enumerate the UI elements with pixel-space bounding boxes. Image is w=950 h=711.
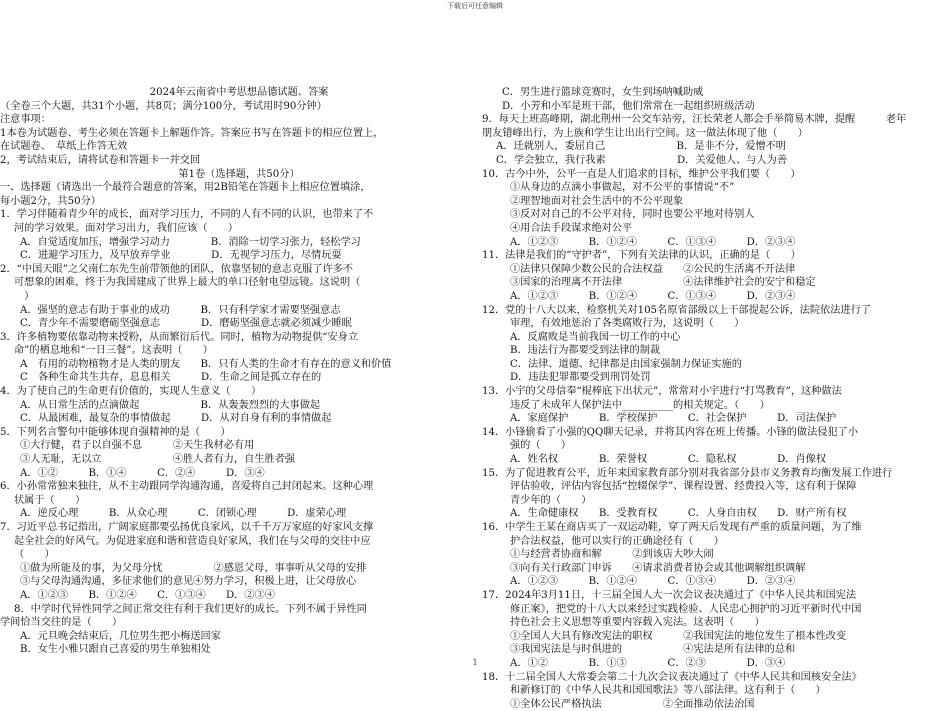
text-line: 1本卷为试题卷、考生必须在答题卡上解题作答。答案应书写在答题卡的相应位置上， bbox=[0, 127, 384, 139]
left-column bbox=[0, 86, 478, 657]
text-line: ①全国人大具有修改宪法的职权 ②我国宪法的地位发生了根本性改变 bbox=[510, 630, 847, 642]
text-line: ①法律只保障少数公民的合法权益 ②公民的生活离不开法律 bbox=[510, 263, 796, 275]
text-line: B．女生小雅只跟自己喜爱的男生单独相处 bbox=[20, 644, 211, 656]
text-line: 状属于（ ） bbox=[14, 494, 86, 506]
text-line: ④用合法手段谋求绝对公平 bbox=[510, 222, 633, 234]
text-line: A．元旦晚会结束后，几位男生把小梅送回家 bbox=[20, 630, 221, 642]
text-line: 学间恰当交往的是（ ） bbox=[0, 617, 123, 629]
text-line: 青少年的（ ） bbox=[510, 494, 592, 506]
text-line: 可想象的困难，终于为我国建成了世界上最大的单口径射电望远镜。这说明（ bbox=[14, 277, 361, 289]
text-line: ③向有关行政部门申诉 ④请求消费者协会或其他调解组织调解 bbox=[510, 562, 806, 574]
text-line: ③人无耻，无以立 ④胜人者有力，自生胜者强 bbox=[20, 454, 296, 466]
text-line: B．违法行为都要受到法律的制裁 bbox=[510, 345, 661, 357]
text-line: A．①②③ B．①②④ C．①③④ D．②③④ bbox=[20, 589, 275, 601]
text-line: 起全社会的好风气。为促进家庭和谐和营造良好家风，我们在与父母的交往中应 bbox=[14, 535, 371, 547]
text-line: ③我国宪法是与时俱进的 ④宪法是所有法律的总和 bbox=[510, 644, 796, 656]
text-line: ①大行健，君子以自强不息 ②天生我材必有用 bbox=[20, 440, 255, 452]
text-line: ③国家的治理离不开法律 ④法律维护社会的安宁和稳定 bbox=[510, 277, 816, 289]
text-line: C 各种生命共生共存，息息相关 D．生命之间是孤立存在的 bbox=[20, 372, 322, 384]
text-line: C．学会独立，我行我素 D．关爱他人、与人为善 bbox=[496, 154, 788, 166]
text-line: 14．小锋偷看了小强的QQ聊天记录，并将其内容在班上传播。小锋的做法侵犯了小 bbox=[482, 426, 859, 438]
text-line: 持色社会主义思想等重要内容载入宪法。这表明（ ） bbox=[510, 617, 765, 629]
text-line: A．反腐败是当前我国一切工作的中心 bbox=[510, 331, 681, 343]
text-line: C．法律、道德、纪律都是由国家强制力保证实施的 bbox=[510, 358, 742, 370]
text-line: 15．为了促进教育公平，近年来国家教育部分别对我省部分县市义务教育均衡发展工作进行 bbox=[482, 467, 893, 479]
text-line: 在试题卷、 草纸上作答无效 bbox=[0, 141, 128, 153]
text-line: 9．每天上班高峰期，湖北荆州一公交车站旁，汪长荣老人都会手举简易木牌，提醒 老年 bbox=[482, 114, 907, 126]
text-line: 2，考试结束后，请将试卷和答题卡一并交回 bbox=[0, 154, 201, 166]
text-line: A．①②③ B．①②④ C．①③④ D．②③④ bbox=[510, 576, 796, 588]
text-line: A．迁就别人，委屈自己 B．是非不分，爱憎不明 bbox=[496, 141, 786, 153]
text-line: C．进避学习压力，及早放弃学业 D．无视学习压力，尽情玩耍 bbox=[20, 250, 342, 262]
text-line: C．从最困难，最复杂的事情做起 D．从对自身有利的事情做起 bbox=[20, 413, 332, 425]
text-line: 5．下列名言警句中能够体现自强精神的是（ ） bbox=[0, 426, 231, 438]
text-line: ①做为所能及的事，为父母分忧 ②感恩父母，事事听从父母的安排 bbox=[20, 562, 367, 574]
text-line: A．①②③ B．①②④ C．①③④ D．②③④ bbox=[510, 290, 796, 302]
right-column bbox=[482, 86, 948, 711]
text-line: 17．2024年3月11日，十三届全国人大一次会议表决通过了《中华人民共和国宪法 bbox=[482, 589, 857, 601]
text-line: 11．法律是我们的“守护者”，下列有关法律的认识，正确的是（ ） bbox=[482, 250, 801, 262]
text-line: 4．为了使自己的生命更有价值的，实现人生意义（ ） bbox=[0, 386, 262, 398]
text-line: 16．中学生王某在商店买了一双运动鞋，穿了两天后发现有严重的质量问题，为了维 bbox=[482, 522, 862, 533]
text-line: C．青少年不需要磨砺坚强意志 D．磨砺坚强意志就必须减少睡眠 bbox=[20, 318, 352, 330]
page-number: 1 bbox=[472, 658, 478, 667]
text-line: ①与经营者协商和解 ②到该店大吵大闹 bbox=[510, 549, 714, 561]
text-line: A．从日常生活的点滴做起 B．从轰轰烈烈的大事做起 bbox=[20, 399, 321, 411]
text-line: A．姓名权 B．荣誉权 C．隐私权 D．肖像权 bbox=[510, 454, 827, 466]
text-line: 6．小孙常常独来独往，从不主动跟同学沟通沟通，喜爱将自己封闭起来。这种心理 bbox=[0, 481, 374, 493]
text-line: A．①② B．①④ C．②④ D．③④ bbox=[20, 467, 265, 479]
text-line: 7．习近平总书记指出，广阔家庭都要弘扬优良家风，以千千万万家庭的好家风支撑 bbox=[0, 522, 374, 533]
text-line: 第1卷（选择题，共50分） bbox=[178, 168, 300, 180]
text-line: 2024年云南省中考思想品德试题、答案 bbox=[149, 87, 329, 98]
text-line: 评估验收，评估内容包括“控辍保学”、课程设置、经费投入等，这有利于保障 bbox=[510, 481, 857, 493]
text-line: A．家庭保护 B．学校保护 C．社会保护 D．司法保护 bbox=[510, 413, 837, 425]
text-line: 朋友错峰出行，为上族和学生让出出行空间。这一做法体现了他（ ） bbox=[482, 127, 808, 139]
text-line: 违反了未成年人保护法中__________的相关规定。（ ） bbox=[510, 399, 770, 411]
text-line: 护合法权益，他可以实行的正确途径有（ ） bbox=[510, 535, 724, 547]
text-line: 和新修订的《中华人民共和国国歌法》等八部法律。这有利于（ ） bbox=[510, 685, 826, 697]
text-line: 10．古今中外，公平一直是人们追求的目标，维护公平我们要（ ） bbox=[482, 168, 801, 180]
text-line: 审理，有效地惩治了各类腐败行为，这说明（ ） bbox=[510, 318, 745, 330]
text-line: A．自觉适度加压，增强学习动力 B．消除一切学习张力，轻松学习 bbox=[20, 236, 361, 248]
text-line: ①从身边的点滴小事做起，对不公平的事情说“不” bbox=[510, 182, 735, 194]
text-line: 一、选择题（请选出一个最符合题意的答案，用2B铅笔在答题卡上相应位置填涂， bbox=[0, 182, 371, 194]
text-line: D．违法犯罪都要受到刑罚处罚 bbox=[510, 372, 651, 384]
text-line: ②理智地面对社会生活中的不公平现象 bbox=[510, 195, 684, 207]
text-line: A．强坚的意志有助于事业的成功 B．只有科学家才需要坚强意志 bbox=[20, 304, 341, 316]
text-line: 注意事项： bbox=[0, 114, 51, 126]
text-line: 8．中学时代异性同学之间正常交往有利于我们更好的成长。下列不属于异性同 bbox=[14, 603, 367, 615]
text-line: 13．小宇的父母信奉“棍棒底下出状元”，常常对小宇进行“打骂教育”，这种做法 bbox=[482, 386, 842, 398]
text-line: 1．学习伴随着青少年的成长，面对学习压力，不同的人有不同的认识，也带来了不 bbox=[0, 209, 374, 221]
text-line: 每小题2分，共50分） bbox=[0, 195, 101, 207]
text-line: ①全体公民严格执法 ②全面推动依法治国 bbox=[510, 698, 755, 710]
text-line: ③与父母沟通沟通，多征求他们的意见④努力学习，积极上进，让父母放心 bbox=[20, 576, 357, 588]
text-line: A．生命健康权 B．受教育权 C．人身自由权 D．财产所有权 bbox=[510, 508, 847, 520]
text-line: D．小芳和小军是班干部，他们常常在一起组织班级活动 bbox=[502, 100, 755, 112]
text-line: 18．十二届全国人大常委会第二十九次会议表决通过了《中华人民共和国核安全法》 bbox=[482, 671, 862, 683]
text-line: 3．许多植物要依靠动物来授粉，从而繁衍后代。同时，植物为动物提供“安身立 bbox=[0, 331, 359, 343]
text-line: 2．“中国天眼”之父南仁东先生前带领他的团队，依靠坚韧的意志克服了许多不 bbox=[0, 263, 354, 275]
text-line: A 有用的动物植物才是人类的朋友 B．只有人类的生命才有存在的意义和价值 bbox=[20, 358, 392, 370]
text-line: C．男生进行篮球竞赛时，女生到场呐喊助威 bbox=[502, 87, 704, 98]
text-line: ） bbox=[14, 290, 35, 302]
text-line: A．①② B．①③ C．②③ D．③④ bbox=[510, 657, 786, 669]
text-line: 河的学习效果。面对学习出力，我们应该（ ） bbox=[14, 222, 239, 234]
text-line: ③反对对自己的不公平对待，同时也要公平地对待别人 bbox=[510, 209, 755, 221]
text-line: （ ） bbox=[14, 549, 55, 561]
text-line: 命”的栖息地和“一日三餐”。这表明（ ） bbox=[14, 345, 213, 357]
text-line: A．逆反心理 B．从众心理 C．闭锁心理 D．虚荣心理 bbox=[20, 508, 347, 520]
text-line: 修正案》，把党的十八大以来经过实践检验、人民忠心拥护的习近平新时代中国 bbox=[510, 603, 862, 615]
text-line: （全卷三个大题，共31个小题，共8页；满分100分，考试用时90分钟） bbox=[0, 100, 327, 112]
text-line: 12．党的十八大以来，检察机关对105名原省部级以上干部提起公诉，法院依法进行了 bbox=[482, 304, 871, 316]
page-header: 下载后可任意编辑 bbox=[447, 2, 503, 10]
text-line: A．①②③ B．①②④ C．①③④ D．②③④ bbox=[510, 236, 796, 248]
text-line: 强的（ ） bbox=[510, 440, 572, 452]
